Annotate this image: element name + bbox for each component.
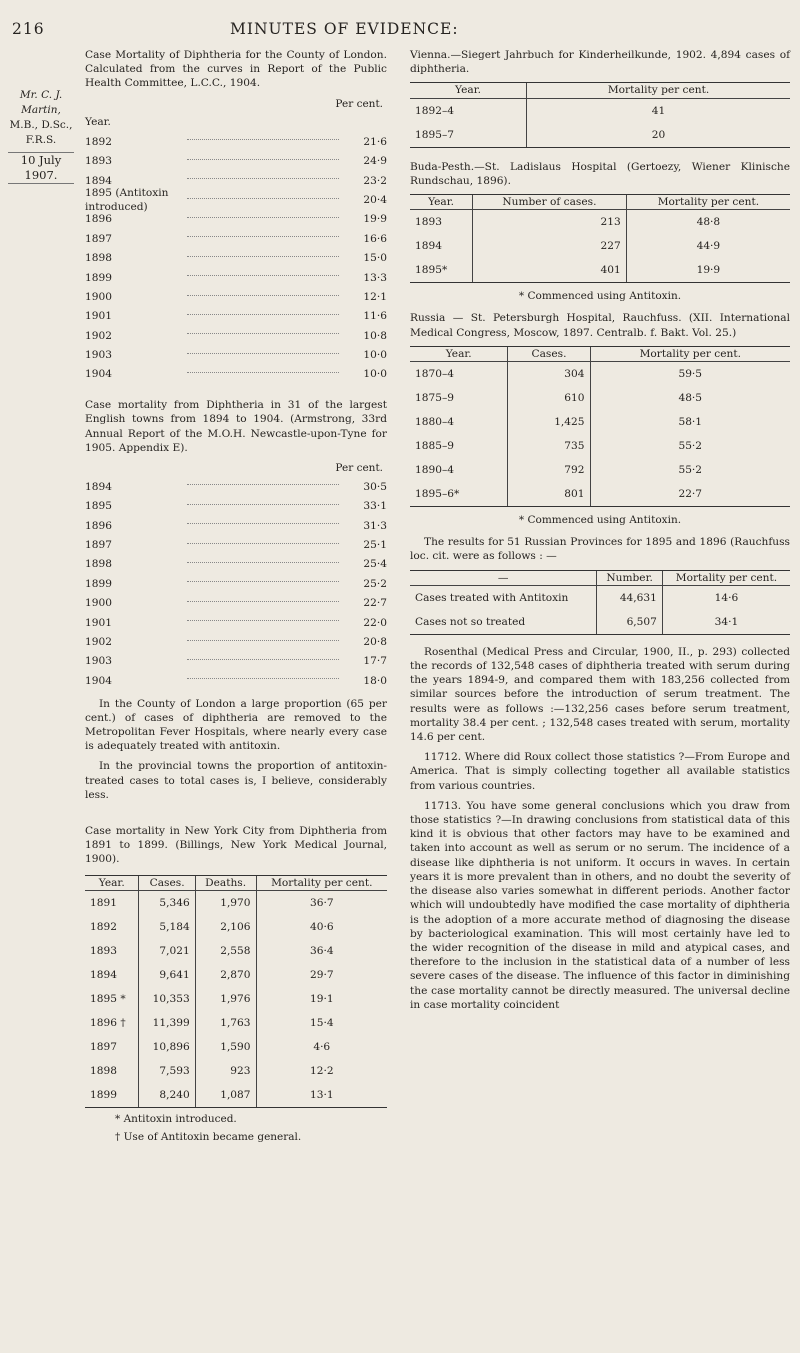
list-row	[85, 249, 387, 268]
leader-dots	[187, 640, 339, 641]
table-row	[85, 890, 387, 915]
new-york-intro: Case mortality in New York City from Diphtheria from 1891 to 1899. (Billings, New York Medical Journal, 1900).	[85, 825, 387, 866]
table-cell: 1,590	[195, 1035, 256, 1059]
table-header: Number of cases.	[473, 195, 627, 210]
table-cell: 1893	[90, 944, 117, 957]
leader-dots	[187, 159, 339, 160]
table-cell: 227	[473, 234, 627, 258]
list-value: 21·6	[363, 135, 387, 148]
london-intro: Case Mortality of Diphtheria for the County of London. Calculated from the curves in Report of the Public Health Committee, L.C.C., 1904.	[85, 49, 387, 90]
london-mortality-list	[85, 113, 387, 384]
london-paragraph: In the County of London a large proportion (65 per cent.) of cases of diphtheria are removed to the Metropolitan Fever Hospitals, where nearly every case is adequately treated with antitoxin.	[85, 697, 387, 753]
table-cell: 610	[508, 386, 590, 410]
page-number: 216	[12, 20, 45, 38]
table-row	[85, 1059, 387, 1083]
table-cell: 48·5	[590, 386, 790, 410]
table-row	[410, 410, 790, 434]
list-row	[85, 113, 387, 132]
leader-dots	[187, 601, 339, 602]
list-value: 22·7	[363, 597, 387, 610]
list-row	[85, 574, 387, 593]
new-york-table	[85, 875, 387, 1108]
table-header: Cases.	[139, 875, 195, 890]
table-cell: 1896 †	[90, 1016, 126, 1029]
list-year: 1897	[85, 539, 112, 552]
table-row	[410, 210, 790, 235]
table-cell: 34·1	[662, 610, 790, 635]
list-row	[85, 477, 387, 496]
table-cell: 10,353	[139, 987, 195, 1011]
table-cell: 40·6	[256, 915, 387, 939]
table-header: Mortality per cent.	[626, 195, 790, 210]
table-cell: 1890–4	[415, 463, 454, 476]
table-cell: 1897	[90, 1040, 117, 1053]
list-year: 1893	[85, 155, 112, 168]
table-cell: 55·2	[590, 434, 790, 458]
left-column	[85, 48, 387, 1144]
table-header: Year.	[410, 83, 527, 98]
list-year: 1898	[85, 252, 112, 265]
table-cell: 401	[473, 258, 627, 283]
leader-dots	[187, 581, 339, 582]
list-row	[85, 516, 387, 535]
table-cell: 15·4	[256, 1011, 387, 1035]
table-cell: 1898	[90, 1064, 117, 1077]
leader-dots	[187, 372, 339, 373]
list-year: 1898	[85, 558, 112, 571]
leader-dots	[187, 256, 339, 257]
leader-dots	[187, 314, 339, 315]
list-value: 20·4	[363, 193, 387, 206]
table-header: Year.	[410, 195, 473, 210]
table-cell: 1,087	[195, 1083, 256, 1108]
table-cell: 14·6	[662, 585, 790, 610]
table-row	[85, 963, 387, 987]
leader-dots	[187, 562, 339, 563]
running-header: MINUTES OF EVIDENCE:	[230, 20, 459, 38]
table-cell: 1895 *	[90, 992, 126, 1005]
table-row	[410, 98, 790, 123]
table-cell: 304	[508, 362, 590, 387]
table-cell: 213	[473, 210, 627, 235]
list-value: 22·0	[363, 616, 387, 629]
table-cell: 48·8	[626, 210, 790, 235]
table-cell: 19·9	[626, 258, 790, 283]
table-row	[85, 987, 387, 1011]
table-cell: 1893	[415, 216, 442, 229]
leader-dots	[187, 484, 339, 485]
list-row	[85, 365, 387, 384]
london-list-header: Per cent.	[335, 97, 383, 110]
right-column	[410, 48, 790, 1018]
list-row	[85, 326, 387, 345]
list-row	[85, 632, 387, 651]
table-cell: 1,763	[195, 1011, 256, 1035]
list-value: 18·0	[363, 674, 387, 687]
table-cell: 7,593	[139, 1059, 195, 1083]
table-cell: 9,641	[139, 963, 195, 987]
table-cell: 41	[527, 98, 790, 123]
table-cell: 36·4	[256, 939, 387, 963]
table-header: Mortality per cent.	[256, 875, 387, 890]
st-petersburg-table	[410, 346, 790, 507]
table-cell: 44·9	[626, 234, 790, 258]
list-year: 1899	[85, 271, 112, 284]
st-petersburg-note: * Commenced using Antitoxin.	[518, 514, 682, 527]
list-row	[85, 594, 387, 613]
english-towns-intro: Case mortality from Diphtheria in 31 of the largest English towns from 1894 to 1904. (Armstrong, 33rd Annual Report of the M.O.H. Newcastle-upon-Tyne for 1905. Appendix E).	[85, 399, 387, 454]
list-year: 1894	[85, 480, 112, 493]
table-cell: 1,970	[195, 890, 256, 915]
list-row	[85, 307, 387, 326]
leader-dots	[187, 217, 339, 218]
list-row	[85, 152, 387, 171]
list-value: 10·0	[363, 368, 387, 381]
table-row	[410, 585, 790, 610]
table-header: Mortality per cent.	[527, 83, 790, 98]
list-year: 1892	[85, 135, 112, 148]
list-value: 17·7	[363, 655, 387, 668]
list-row	[85, 210, 387, 229]
table-cell: 5,346	[139, 890, 195, 915]
list-value: 25·2	[363, 577, 387, 590]
budapest-note: * Commenced using Antitoxin.	[518, 290, 682, 303]
table-row	[410, 458, 790, 482]
table-cell: 923	[195, 1059, 256, 1083]
footnote-antitoxin-introduced: * Antitoxin introduced.	[115, 1112, 237, 1125]
table-cell: 1892	[90, 920, 117, 933]
list-value: 25·1	[363, 539, 387, 552]
table-header: —	[410, 570, 597, 585]
table-cell: 5,184	[139, 915, 195, 939]
table-header: Deaths.	[195, 875, 256, 890]
vienna-intro: Vienna.—Siegert Jahrbuch for Kinderheilkunde, 1902. 4,894 cases of diphtheria.	[410, 49, 790, 76]
table-cell: 7,021	[139, 939, 195, 963]
list-year: 1902	[85, 329, 112, 342]
table-cell: 2,106	[195, 915, 256, 939]
leader-dots	[187, 678, 339, 679]
witness-name: Mr. C. J. Martin,	[19, 89, 63, 116]
list-row	[85, 613, 387, 632]
table-cell: 1895–6*	[410, 482, 508, 507]
table-cell: 2,558	[195, 939, 256, 963]
vienna-table	[410, 82, 790, 147]
list-year: 1894	[85, 174, 112, 187]
table-cell: 29·7	[256, 963, 387, 987]
table-row	[410, 258, 790, 283]
list-row	[85, 535, 387, 554]
list-year: 1902	[85, 636, 112, 649]
witness-degrees: M.B., D.Sc., F.R.S.	[9, 119, 73, 146]
table-header: Cases.	[508, 346, 590, 361]
list-year: 1896	[85, 213, 112, 226]
russian-provinces-intro: The results for 51 Russian Provinces for 1895 and 1896 (Rauchfuss loc. cit. were as follows : —	[410, 536, 790, 563]
list-year: 1901	[85, 310, 112, 323]
leader-dots	[187, 275, 339, 276]
list-row	[85, 268, 387, 287]
table-cell: 1885–9	[415, 439, 454, 452]
table-cell: 1894	[90, 968, 117, 981]
table-cell: 792	[508, 458, 590, 482]
table-cell: 1892–4	[415, 104, 454, 117]
table-row	[410, 123, 790, 148]
question-11712: 11712. Where did Roux collect those statistics ?—From Europe and America. That is simply collecting together all available statistics from various countries.	[410, 751, 790, 792]
list-value: 10·0	[363, 349, 387, 362]
table-cell: 10,896	[139, 1035, 195, 1059]
witness-margin-note	[8, 88, 74, 184]
list-row	[85, 555, 387, 574]
list-value: 23·2	[363, 174, 387, 187]
list-value: 30·5	[363, 480, 387, 493]
list-value: 15·0	[363, 252, 387, 265]
provincial-paragraph: In the provincial towns the proportion of antitoxin-treated cases to total cases is, I believe, considerably less.	[85, 760, 387, 801]
leader-dots	[187, 353, 339, 354]
list-value: 12·1	[363, 290, 387, 303]
leader-dots	[187, 523, 339, 524]
list-row	[85, 652, 387, 671]
table-cell: 1894	[415, 240, 442, 253]
budapest-intro: Buda-Pesth.—St. Ladislaus Hospital (Gertoezy, Wiener Klinische Rundschau, 1896).	[410, 160, 790, 187]
table-row	[410, 386, 790, 410]
list-value: 25·4	[363, 558, 387, 571]
list-value: 16·6	[363, 232, 387, 245]
list-value: 31·3	[363, 519, 387, 532]
leader-dots	[187, 178, 339, 179]
leader-dots	[187, 659, 339, 660]
evidence-date: 10 July 1907.	[8, 152, 74, 184]
list-row	[85, 229, 387, 248]
table-cell: 1895*	[410, 258, 473, 283]
table-cell: 22·7	[590, 482, 790, 507]
table-row	[85, 939, 387, 963]
table-row	[85, 915, 387, 939]
list-year: 1900	[85, 597, 112, 610]
table-cell: Cases treated with Antitoxin	[415, 591, 569, 604]
rosenthal-paragraph: Rosenthal (Medical Press and Circular, 1900, II., p. 293) collected the records of 132,548 cases of diphtheria treated with serum during the years 1894-9, and compared them with 183,256 collected from similar sources before the introduction of serum treatment. The results were as follows :—132,256 cases before serum treatment, mortality 38.4 per cent. ; 132,548 cases treated with serum, mortality 14.6 per cent.	[410, 645, 790, 744]
leader-dots	[187, 620, 339, 621]
table-cell: 735	[508, 434, 590, 458]
table-cell: 1899	[85, 1083, 139, 1108]
leader-dots	[187, 236, 339, 237]
table-row	[410, 234, 790, 258]
list-row	[85, 186, 387, 214]
table-cell: 20	[527, 123, 790, 148]
table-cell: 55·2	[590, 458, 790, 482]
leader-dots	[187, 198, 339, 199]
list-value: 11·6	[363, 310, 387, 323]
table-cell: 1,976	[195, 987, 256, 1011]
list-year: Year.	[85, 116, 111, 129]
list-year: 1903	[85, 349, 112, 362]
list-year: 1904	[85, 368, 112, 381]
table-cell: 2,870	[195, 963, 256, 987]
list-year: 1895 (Antitoxin introduced)	[85, 186, 169, 214]
list-value: 33·1	[363, 500, 387, 513]
list-value: 13·3	[363, 271, 387, 284]
table-cell: 58·1	[590, 410, 790, 434]
table-header: Year.	[85, 875, 139, 890]
table-header: Number.	[597, 570, 663, 585]
table-cell: 44,631	[597, 585, 663, 610]
list-value: 24·9	[363, 155, 387, 168]
table-cell: 1891	[90, 896, 117, 909]
table-row	[410, 362, 790, 387]
table-cell: Cases not so treated	[410, 610, 597, 635]
table-cell: 8,240	[139, 1083, 195, 1108]
list-year: 1903	[85, 655, 112, 668]
question-11713: 11713. You have some general conclusions which you draw from those statistics ?—In drawing conclusions from statistical data of this kind it is obvious that other factors may have to be examined and taken into account as well as serum or no serum. The incidence of a disease like diphtheria is not uniform. It occurs in waves. In certain years it is more prevalent than in others, and no doubt the severity of the disease also varies somewhat in different periods. Another factor which will undoubtedly have modified the case mortality of diphtheria is the adoption of a more accurate method of diagnosing the disease by bacteriological examination. This will most certainly have led to the wider recognition of the disease in mild and atypical cases, and therefore to the inclusion in the statistical data of a number of less severe cases of the disease. The influence of this factor in diminishing the case mortality cannot be directly measured. The universal decline in case mortality coincident	[410, 799, 790, 1011]
leader-dots	[187, 543, 339, 544]
leader-dots	[187, 295, 339, 296]
table-cell: 6,507	[597, 610, 663, 635]
list-year: 1896	[85, 519, 112, 532]
table-header: Mortality per cent.	[662, 570, 790, 585]
list-year: 1895	[85, 500, 112, 513]
list-year: 1904	[85, 674, 112, 687]
leader-dots	[187, 333, 339, 334]
list-year: 1897	[85, 232, 112, 245]
table-cell: 1870–4	[415, 367, 454, 380]
table-cell: 801	[508, 482, 590, 507]
list-row	[85, 497, 387, 516]
table-cell: 11,399	[139, 1011, 195, 1035]
table-cell: 12·2	[256, 1059, 387, 1083]
list-year: 1900	[85, 290, 112, 303]
russian-provinces-table	[410, 570, 790, 635]
leader-dots	[187, 504, 339, 505]
list-value: 10·8	[363, 329, 387, 342]
table-row	[85, 1011, 387, 1035]
leader-dots	[187, 139, 339, 140]
table-row	[410, 482, 790, 507]
table-cell: 36·7	[256, 890, 387, 915]
list-year: 1901	[85, 616, 112, 629]
list-row	[85, 132, 387, 151]
list-value: 19·9	[363, 213, 387, 226]
table-cell: 1880–4	[415, 415, 454, 428]
list-row	[85, 346, 387, 365]
footnote-antitoxin-general: † Use of Antitoxin became general.	[115, 1130, 302, 1143]
table-row	[410, 434, 790, 458]
table-cell: 13·1	[256, 1083, 387, 1108]
list-year: 1899	[85, 577, 112, 590]
table-header: Year.	[410, 346, 508, 361]
table-cell: 4·6	[256, 1035, 387, 1059]
table-row	[410, 610, 790, 635]
table-row	[85, 1035, 387, 1059]
list-value: 20·8	[363, 636, 387, 649]
table-cell: 19·1	[256, 987, 387, 1011]
russia-intro: Russia — St. Petersburgh Hospital, Rauchfuss. (XII. International Medical Congress, Moscow, 1897. Centralb. f. Bakt. Vol. 25.)	[410, 312, 790, 339]
english-towns-list-header: Per cent.	[335, 462, 383, 475]
table-cell: 1,425	[508, 410, 590, 434]
table-cell: 1895–7	[410, 123, 527, 148]
table-header: Mortality per cent.	[590, 346, 790, 361]
table-row	[85, 1083, 387, 1108]
list-row	[85, 287, 387, 306]
table-cell: 1875–9	[415, 391, 454, 404]
english-towns-mortality-list	[85, 477, 387, 690]
list-row	[85, 671, 387, 690]
table-cell: 59·5	[590, 362, 790, 387]
budapest-table	[410, 194, 790, 283]
